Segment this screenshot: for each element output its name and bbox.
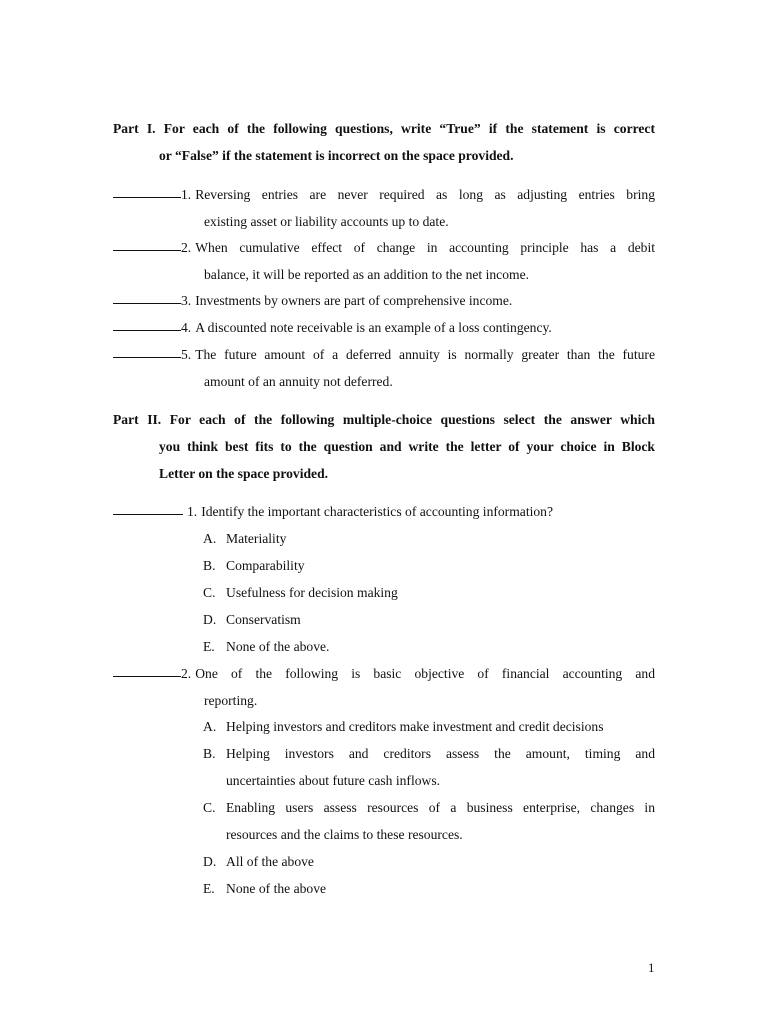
item-number: 1. bbox=[181, 187, 192, 202]
option-text-cont: uncertainties about future cash inflows. bbox=[226, 773, 441, 788]
part2-question-1 bbox=[113, 498, 655, 525]
q1-option-d bbox=[203, 606, 655, 633]
option-letter: E. bbox=[203, 881, 215, 896]
answer-blank[interactable] bbox=[113, 329, 181, 331]
q2-option-a bbox=[203, 713, 655, 740]
option-letter: C. bbox=[203, 800, 216, 815]
answer-blank[interactable] bbox=[113, 513, 183, 515]
option-text: Helping investors and creditors make investment and credit decisions bbox=[226, 719, 604, 734]
part1-item-1 bbox=[113, 181, 655, 235]
part1-item-3 bbox=[113, 287, 655, 314]
option-text-cont: resources and the claims to these resources. bbox=[226, 827, 463, 842]
item-text: The future amount of a deferred annuity is normally greater than the future bbox=[195, 347, 655, 362]
item-text-cont: amount of an annuity not deferred. bbox=[204, 374, 393, 389]
answer-blank[interactable] bbox=[113, 675, 181, 677]
item-text: When cumulative effect of change in accounting principle has a debit bbox=[195, 240, 655, 255]
option-text: All of the above bbox=[226, 854, 314, 869]
part2-heading bbox=[113, 406, 655, 487]
part2-question-2 bbox=[113, 660, 655, 714]
q2-option-d bbox=[203, 848, 655, 875]
page-number: 1 bbox=[648, 960, 655, 975]
q2-option-b bbox=[203, 740, 655, 794]
option-text: Materiality bbox=[226, 531, 287, 546]
answer-blank[interactable] bbox=[113, 302, 181, 304]
answer-blank[interactable] bbox=[113, 356, 181, 358]
answer-blank[interactable] bbox=[113, 249, 181, 251]
item-number: 3. bbox=[181, 293, 192, 308]
part1-heading-line2: or “False” if the statement is incorrect on the space provided. bbox=[159, 148, 514, 163]
q1-option-a bbox=[203, 525, 655, 552]
q1-option-c bbox=[203, 579, 655, 606]
option-letter: A. bbox=[203, 719, 217, 734]
part1-heading-line1: Part I. For each of the following questions, write “True” if the statement is correct bbox=[113, 121, 655, 136]
item-text: Investments by owners are part of comprehensive income. bbox=[195, 293, 513, 308]
part2-heading-line1: Part II. For each of the following multiple-choice questions select the answer which bbox=[113, 412, 655, 427]
item-number: 5. bbox=[181, 347, 192, 362]
option-text: None of the above. bbox=[226, 639, 330, 654]
q1-option-b bbox=[203, 552, 655, 579]
question-text-cont: reporting. bbox=[204, 693, 258, 708]
part2-heading-line2: you think best fits to the question and write the letter of your choice in Block bbox=[159, 439, 655, 454]
item-text-cont: balance, it will be reported as an addition to the net income. bbox=[204, 267, 530, 282]
question-text: One of the following is basic objective of financial accounting and bbox=[195, 666, 655, 681]
q2-option-e bbox=[203, 875, 655, 902]
option-letter: E. bbox=[203, 639, 215, 654]
option-letter: D. bbox=[203, 612, 217, 627]
q1-option-e bbox=[203, 633, 655, 660]
item-text: Reversing entries are never required as long as adjusting entries bring bbox=[195, 187, 655, 202]
part2-heading-line3: Letter on the space provided. bbox=[159, 466, 329, 481]
question-text: Identify the important characteristics of accounting information? bbox=[201, 504, 554, 519]
q2-option-c bbox=[203, 794, 655, 848]
part1-heading bbox=[113, 115, 655, 169]
option-letter: A. bbox=[203, 531, 217, 546]
item-number: 4. bbox=[181, 320, 192, 335]
option-text: Usefulness for decision making bbox=[226, 585, 398, 600]
option-text: Comparability bbox=[226, 558, 305, 573]
item-text: A discounted note receivable is an example of a loss contingency. bbox=[195, 320, 552, 335]
part1-item-4 bbox=[113, 314, 655, 341]
part1-item-5 bbox=[113, 341, 655, 395]
option-text: None of the above bbox=[226, 881, 327, 896]
part1-item-2 bbox=[113, 234, 655, 288]
option-letter: B. bbox=[203, 746, 216, 761]
option-letter: B. bbox=[203, 558, 216, 573]
item-number: 2. bbox=[181, 666, 192, 681]
answer-blank[interactable] bbox=[113, 196, 181, 198]
item-text-cont: existing asset or liability accounts up to date. bbox=[204, 214, 449, 229]
option-text: Enabling users assess resources of a business enterprise, changes in bbox=[226, 800, 655, 815]
option-letter: D. bbox=[203, 854, 217, 869]
option-text: Helping investors and creditors assess the amount, timing and bbox=[226, 746, 655, 761]
item-number: 2. bbox=[181, 240, 192, 255]
option-letter: C. bbox=[203, 585, 216, 600]
option-text: Conservatism bbox=[226, 612, 301, 627]
item-number: 1. bbox=[187, 504, 198, 519]
